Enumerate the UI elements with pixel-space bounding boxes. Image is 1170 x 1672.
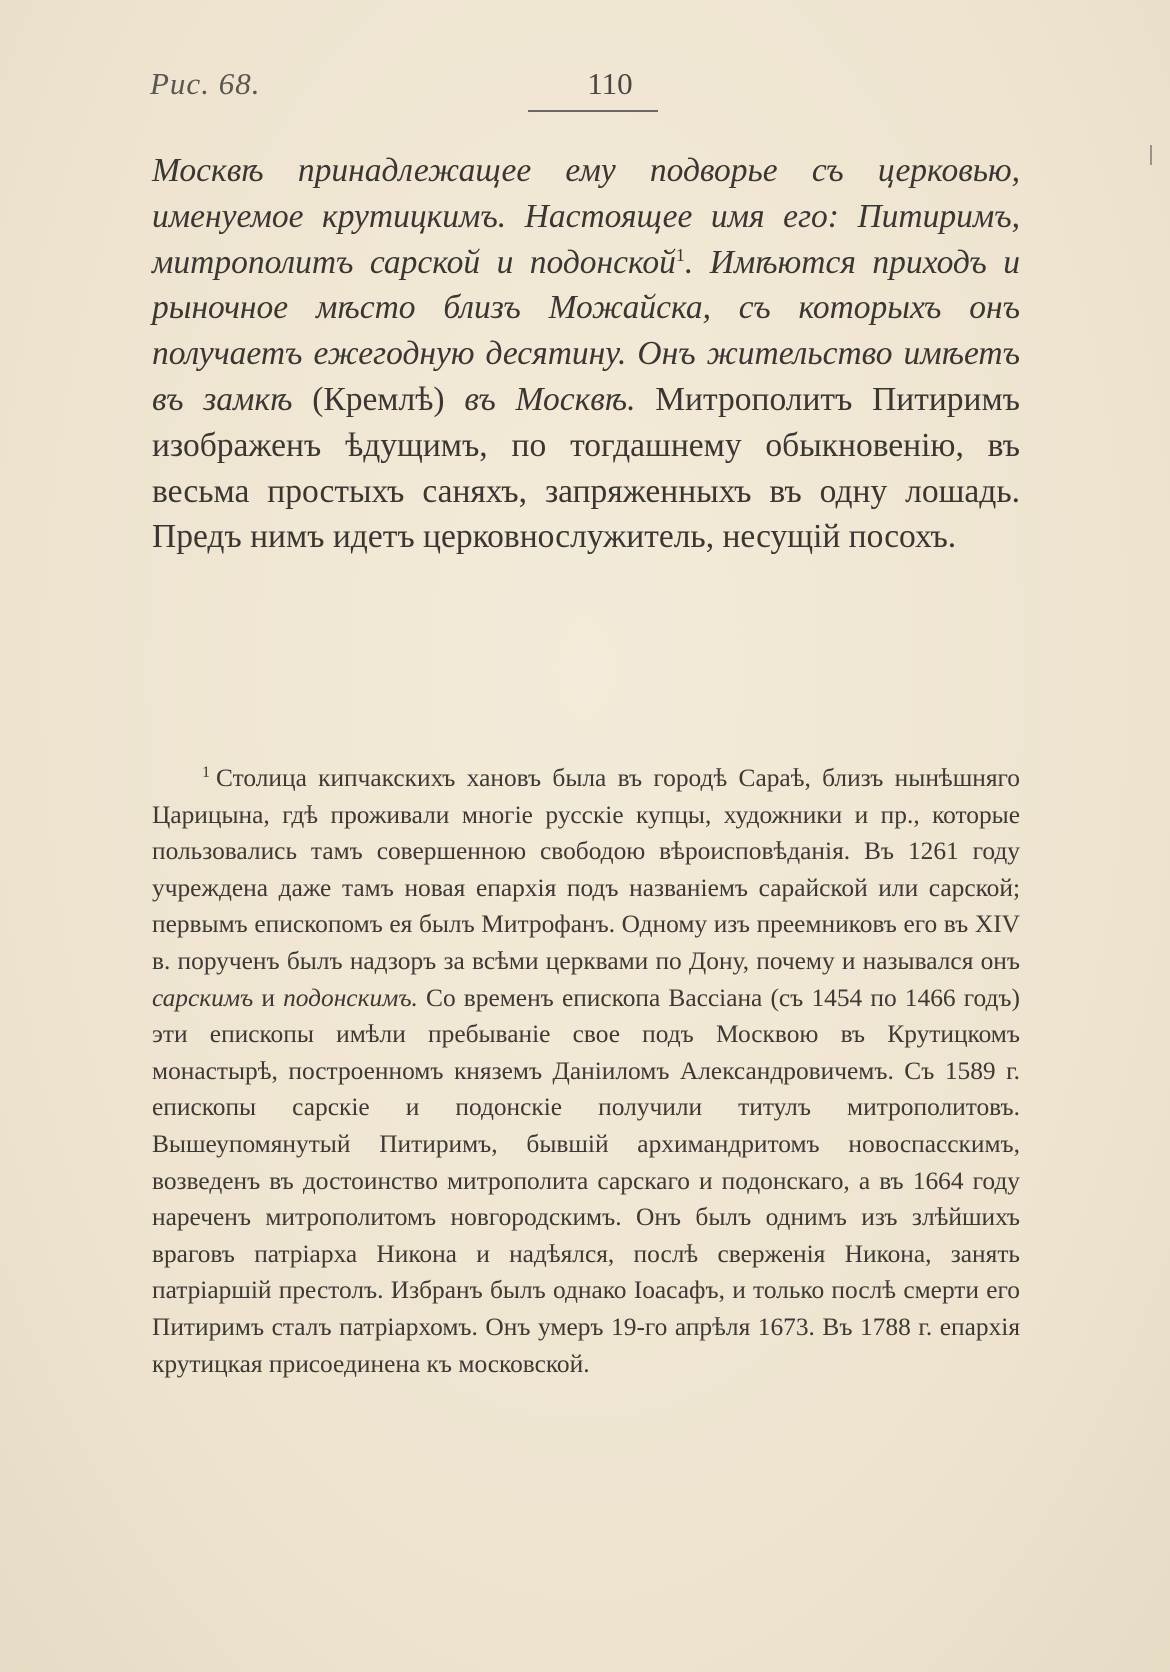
footnote-text-1: Столица кипчакскихъ хановъ была въ городѣ Сараѣ, близъ нынѣшняго Царицына, гдѣ проживали многіе русскіе купцы, художники и пр., которые пользовались тамъ совершенною свободою вѣроисповѣданія. Въ 1261 году учреждена даже тамъ новая епархія подъ названіемъ сарайской или сарской; первымъ епископомъ ея былъ Митрофанъ. Одному изъ преемниковъ его въ XIV в. порученъ былъ надзоръ за всѣми церквами по Дону, почему и назывался онъ xyxy=(152,764,1020,975)
page-edge-mark xyxy=(1150,145,1152,165)
figure-reference: Рис. 68. xyxy=(150,66,261,101)
footnote-mark: 1 xyxy=(202,763,210,781)
main-roman: Митрополитъ Питиримъ изображенъ ѣдущимъ, по тогдашнему обыкновенію, въ весьма простыхъ саняхъ, запряженныхъ въ одну лошадь. Предъ нимъ идетъ церковнослужитель, несущій посохъ. xyxy=(152,380,1020,556)
footnote-paragraph xyxy=(152,760,1020,1382)
main-kremlin: (Кремлѣ) xyxy=(292,380,465,418)
footnote-italic-2: подонскимъ. xyxy=(283,983,418,1012)
main-italic-2: . Имѣются приходъ и рыночное мѣсто близъ Можайска, съ которыхъ онъ получаетъ ежегодную десятину. Онъ жительство имѣетъ въ замкѣ xyxy=(152,243,1021,418)
footnote-italic-1: сарскимъ xyxy=(152,983,254,1012)
page-number: 110 xyxy=(587,66,633,101)
main-italic-1: Москвѣ принадлежащее ему подворье съ церковью, именуемое крутицкимъ. Настоящее имя его: Питиримъ, митрополитъ сарской и подонской xyxy=(152,152,1020,281)
page-number-rule xyxy=(528,110,658,112)
footnote-text-2: и xyxy=(253,983,284,1012)
footnote-reference: 1 xyxy=(675,244,685,265)
footnote-text-3: Со временъ епископа Вассіана (съ 1454 по 1466 годъ) эти епископы имѣли пребываніе свое подъ Москвою въ Крутицкомъ монастырѣ, построенномъ княземъ Даніиломъ Александровичемъ. Съ 1589 г. епископы сарскіе и подонскіе получили титулъ митрополитовъ. Вышеупомянутый Питиримъ, бывшій архимандритомъ новоспасскимъ, возведенъ въ достоинство митрополита сарскаго и подонскаго, а въ 1664 году нареченъ митрополитомъ новгородскимъ. Онъ былъ однимъ изъ злѣйшихъ враговъ патріарха Никона и надѣялся, послѣ сверженія Никона, занять патріаршій престолъ. Избранъ былъ однако Іоасафъ, и только послѣ смерти его Питиримъ сталъ патріархомъ. Онъ умеръ 19-го апрѣля 1673. Въ 1788 г. епархія крутицкая присоединена къ московской. xyxy=(152,983,1020,1378)
main-paragraph xyxy=(152,148,1020,560)
page-header xyxy=(150,66,1020,110)
main-italic-3: въ Москвѣ. xyxy=(464,380,636,418)
